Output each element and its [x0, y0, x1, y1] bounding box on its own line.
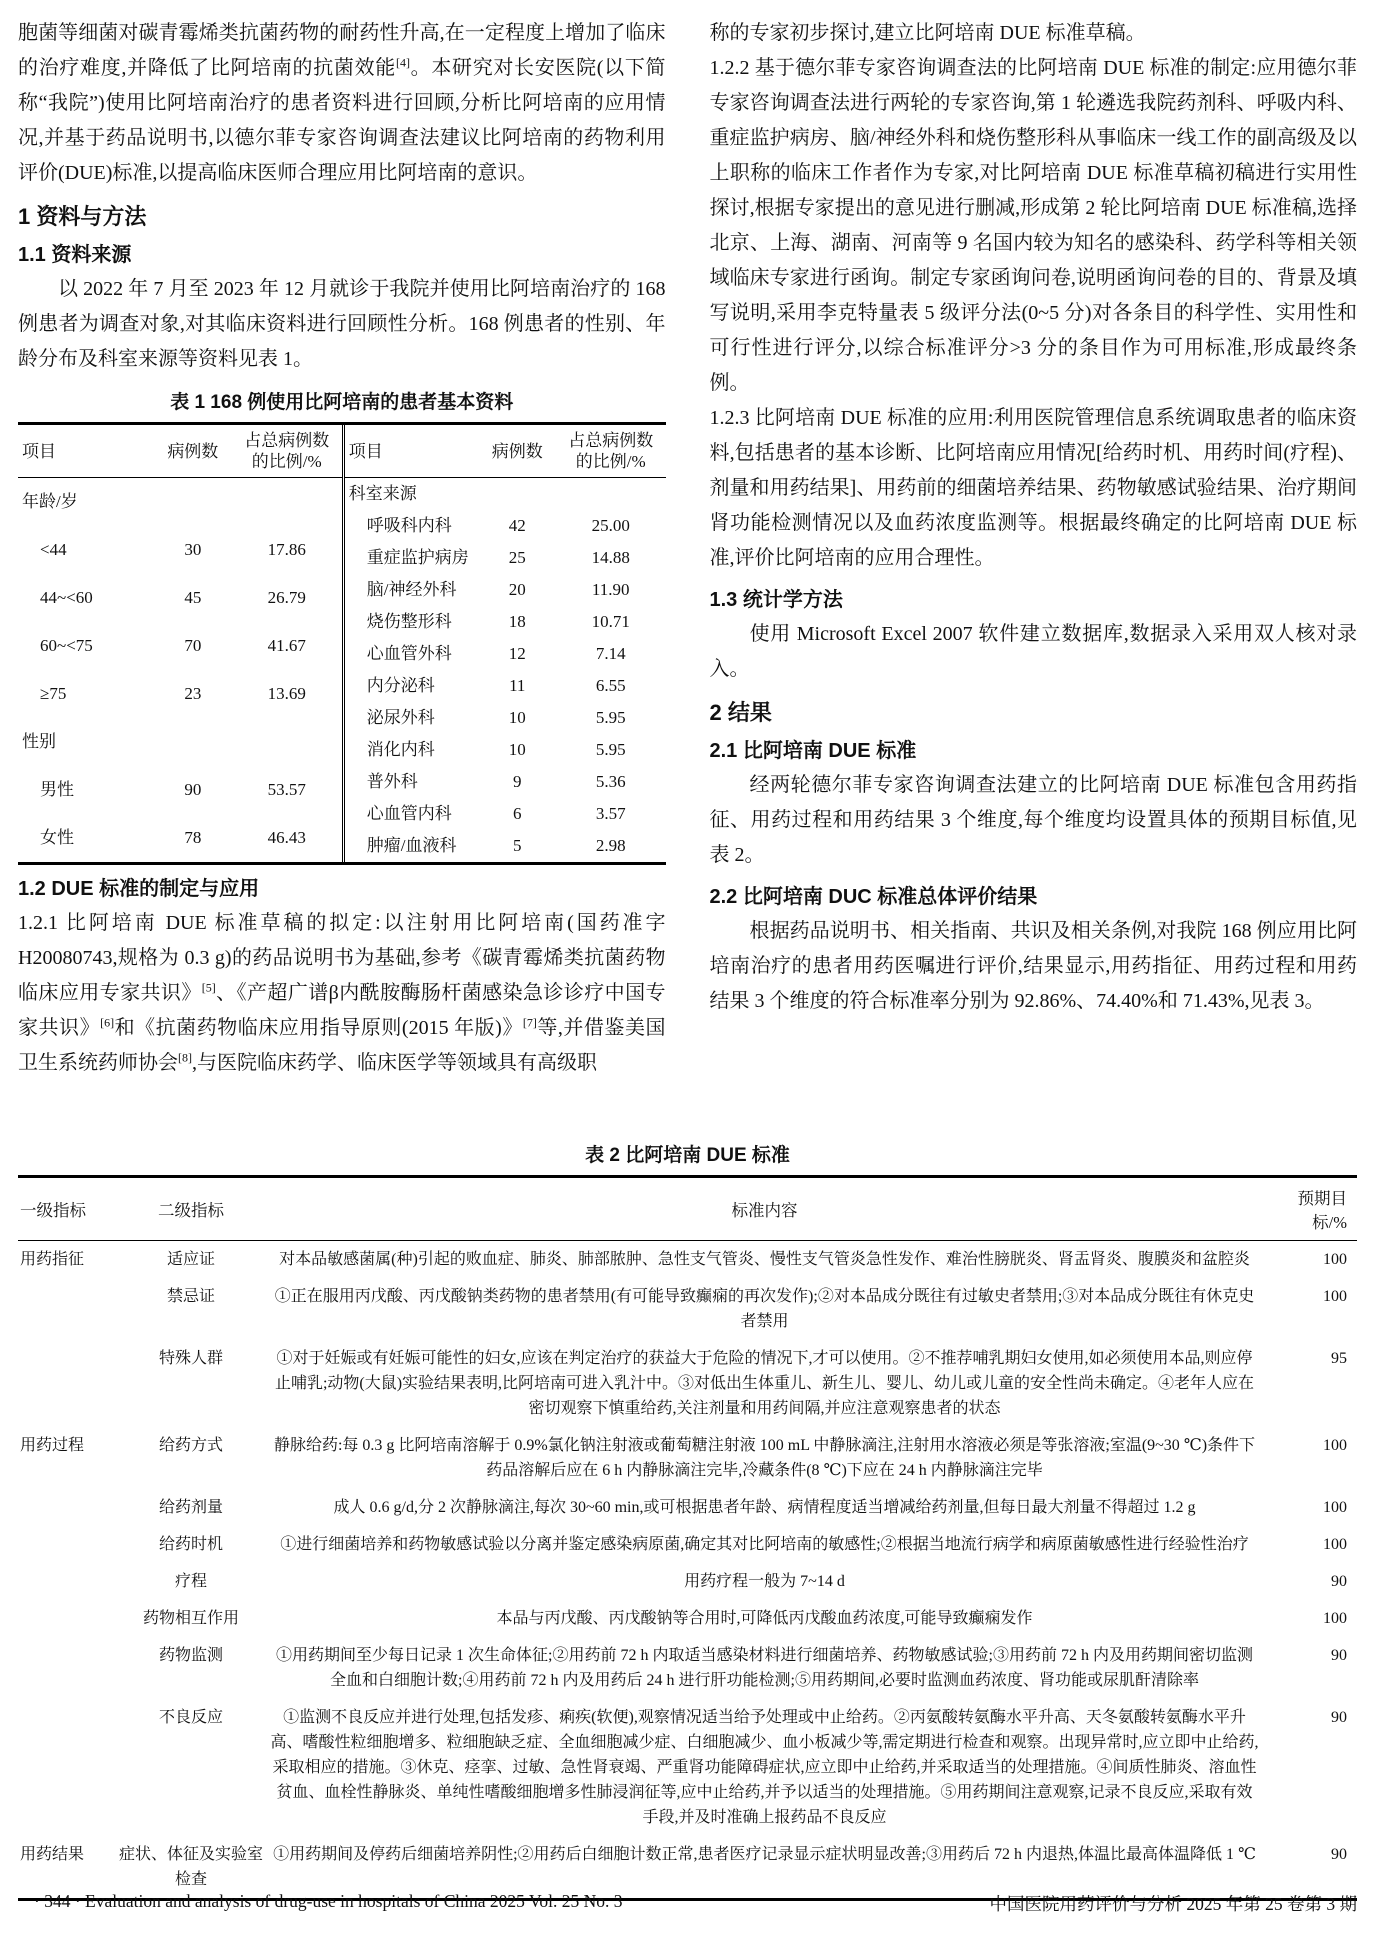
- table-row: 内分泌科 11 6.55: [366, 676, 626, 695]
- table-row: ≥75 23 13.69: [40, 684, 306, 704]
- col-header-cases: 病例数: [154, 425, 232, 478]
- paragraph-1-2-2: 1.2.2 基于德尔菲专家咨询调查法的比阿培南 DUE 标准的制定:应用德尔菲专家咨询调查法进行两轮的专家咨询,第 1 轮遴选我院药剂科、呼吸内科、重症监护病房、脑/神经外科和烧伤整形科从事临床一线工作的副高级及以上职称的临床工作者作为专家,对比阿培南 DUE 标准草稿初稿进行实用性探讨,根据专家提出的意见进行删减,形成第 2 轮比阿培南 DUE 标准稿,选择北京、上海、湖南、河南等 9 名国内较为知名的感染科、药学科等相关领域临床专家进行函询。制定专家函询问卷,说明函询问卷的目的、背景及填写说明,采用李克特量表 5 级评分法(0~5 分)对各条目的科学性、实用性和可行性进行评分,以综合标准评分>3 分的条目作为可用标准,形成最终条例。: [709, 57, 1357, 394]
- heading-due-development: 1.2 DUE 标准的制定与应用: [18, 878, 260, 900]
- table2-section: [0, 1140, 1375, 1901]
- table-row: 男性 90 53.57: [40, 780, 306, 800]
- table-row: 44~<60 45 26.79: [40, 588, 306, 608]
- paragraph-1-2-1: 1.2.1 比阿培南 DUE 标准草稿的拟定:以注射用比阿培南(国药准字 H20080743,规格为 0.3 g)的药品说明书为基础,参考《碳青霉烯类抗菌药物临床应用专家共识》[5]、《产超广谱β内酰胺酶肠杆菌感染急诊诊疗中国专家共识》[6]和《抗菌药物临床应用指导原则(2015 年版)》[7]等,并借鉴美国卫生系统药师协会[8],与医院临床药学、临床医学等领域具有高级职: [18, 912, 666, 1074]
- footer-journal-en: · 344 · Evaluation and analysis of drug-use in hospitals of China 2025 Vol. 25 No. 3: [34, 1891, 623, 1911]
- heading-data-source: 1.1 资料来源: [18, 244, 132, 266]
- table-row: <44 30 17.86: [40, 540, 306, 560]
- paragraph-statistics: 使用 Microsoft Excel 2007 软件建立数据库,数据录入采用双人核对录入。: [709, 623, 1357, 680]
- table-row: 药物监测 ①用药期间至少每日记录 1 次生命体征;②用药前 72 h 内取适当感染材料进行细菌培养、药物敏感试验;③用药前 72 h 内及用药期间密切监测全血和白细胞计数;④用药前 72 h 内及用药后 24 h 进行肝功能检测;⑤用药期间,必要时监测血药浓度、肾功能或尿肌酐清除率 90: [158, 1647, 1347, 1689]
- table-row: 消化内科 10 5.95: [366, 740, 626, 759]
- table-row: 女性 78 46.43: [40, 828, 306, 847]
- table-row: 疗程 用药疗程一般为 7~14 d 90: [174, 1573, 1347, 1590]
- heading-methods: 1 资料与方法: [18, 204, 147, 229]
- heading-due-standard: 2.1 比阿培南 DUE 标准: [709, 740, 917, 762]
- table2: [18, 1175, 1357, 1901]
- heading-results: 2 结果: [709, 700, 772, 725]
- table-row: 60~<75 70 41.67: [40, 636, 306, 656]
- page-footer: [34, 1891, 1357, 1916]
- left-column: [18, 16, 666, 1130]
- table1-header-row: [18, 425, 342, 478]
- table-row: 给药时机 ①进行细菌培养和药物敏感试验以分离并鉴定感染病原菌,确定其对比阿培南的敏感性;②根据当地流行病学和病原菌敏感性进行经验性治疗 100: [158, 1536, 1347, 1553]
- col-header-cases: 病例数: [479, 425, 556, 478]
- table-row: 给药剂量 成人 0.6 g/d,分 2 次静脉滴注,每次 30~60 min,或可根据患者年龄、病情程度适当增减给药剂量,但每日最大剂量不得超过 1.2 g 100: [158, 1499, 1347, 1516]
- table1-right-half: [342, 425, 666, 862]
- table-row: 肿瘤/血液科 5 2.98: [366, 836, 626, 855]
- table-row: 禁忌证 ①正在服用丙戊酸、丙戊酸钠类药物的患者禁用(有可能导致癫痫的再次发作);②对本品成分既往有过敏史者禁用;③对本品成分既往有休克史者禁用 100: [166, 1288, 1347, 1330]
- table-row: 心血管外科 12 7.14: [366, 644, 626, 663]
- table1: [18, 422, 666, 865]
- col-header-percent: 占总病例数 的比例/%: [232, 425, 342, 478]
- paragraph-continuation: 称的专家初步探讨,建立比阿培南 DUE 标准草稿。: [709, 22, 1146, 44]
- col-header-content: 标准内容: [268, 1177, 1261, 1241]
- heading-overall-evaluation: 2.2 比阿培南 DUC 标准总体评价结果: [709, 886, 1038, 908]
- table1-title: 表 1 168 例使用比阿培南的患者基本资料: [170, 392, 514, 413]
- footer-journal-cn: 中国医院用药评价与分析 2025 年第 25 卷第 3 期: [989, 1894, 1357, 1914]
- right-column: [710, 16, 1358, 1130]
- table-row: 泌尿外科 10 5.95: [366, 708, 626, 727]
- table-row: 用药结果 症状、体征及实验室检查 ①用药期间及停药后细菌培养阴性;②用药后白细胞计数正常,患者医疗记录显示症状明显改善;③用药后 72 h 内退热,体温比最高体温降低 1 ℃ 90: [20, 1846, 1347, 1888]
- paragraph-intro: 胞菌等细菌对碳青霉烯类抗菌药物的耐药性升高,在一定程度上增加了临床的治疗难度,并降低了比阿培南的抗菌效能[4]。本研究对长安医院(以下简称“我院”)使用比阿培南治疗的患者资料进行回顾,分析比阿培南的应用情况,并基于药品说明书,以德尔菲专家咨询调查法建议比阿培南的药物利用评价(DUE)标准,以提高临床医师合理应用比阿培南的意识。: [18, 22, 666, 184]
- col-header-level2: 二级指标: [114, 1177, 268, 1241]
- table-row: 年龄/岁: [22, 492, 78, 512]
- table-row: 药物相互作用 本品与丙戊酸、丙戊酸钠等合用时,可降低丙戊酸血药浓度,可能导致癫痫发作 100: [142, 1610, 1347, 1627]
- table-row: 心血管内科 6 3.57: [366, 804, 626, 823]
- table1-header-row: [343, 425, 665, 478]
- table2-title: 表 2 比阿培南 DUE 标准: [585, 1145, 790, 1166]
- paragraph-data-source: 以 2022 年 7 月至 2023 年 12 月就诊于我院并使用比阿培南治疗的 168 例患者为调查对象,对其临床资料进行回顾性分析。168 例患者的性别、年龄分布及科室来源等资料见表 1。: [18, 278, 666, 370]
- paragraph-due-standard: 经两轮德尔菲专家咨询调查法建立的比阿培南 DUE 标准包含用药指征、用药过程和用药结果 3 个维度,每个维度均设置具体的预期目标值,见表 2。: [709, 774, 1357, 866]
- table-row: 用药指征 适应证 对本品敏感菌属(种)引起的败血症、肺炎、肺部脓肿、急性支气管炎、慢性支气管炎急性发作、难治性膀胱炎、肾盂肾炎、腹膜炎和盆腔炎 100: [20, 1251, 1347, 1268]
- table-row: 普外科 9 5.36: [366, 772, 626, 791]
- col-header-item: 项目: [343, 425, 478, 478]
- paragraph-1-2-3: 1.2.3 比阿培南 DUE 标准的应用:利用医院管理信息系统调取患者的临床资料,包括患者的基本诊断、比阿培南应用情况[给药时机、用药时间(疗程)、剂量和用药结果]、用药前的细菌培养结果、药物敏感试验结果、治疗期间肾功能检测情况以及血药浓度监测等。根据最终确定的比阿培南 DUE 标准,评价比阿培南的应用合理性。: [709, 407, 1357, 569]
- table2-header-row: [18, 1177, 1357, 1241]
- table-row: 不良反应 ①监测不良反应并进行处理,包括发疹、痢疾(软便),观察情况适当给予处理或中止给药。②丙氨酸转氨酶水平升高、天冬氨酸转氨酶水平升高、嗜酸性粒细胞增多、粒细胞缺乏症、全血细胞减少症、白细胞减少、血小板减少等,需定期进行检查和观察。出现异常时,应立即中止给药,采取相应的措施。③休克、痉挛、过敏、急性肾衰竭、严重肾功能障碍症状,应立即中止给药,并采取适当的处理措施。④间质性肺炎、溶血性贫血、血栓性静脉炎、单纯性嗜酸细胞增多性肺浸润征等,应中止给药,并予以适当的处理措施。⑤用药期间注意观察,记录不良反应,采取有效手段,并及时准确上报药品不良反应 90: [158, 1709, 1347, 1826]
- col-header-target: 预期目标/%: [1261, 1177, 1357, 1241]
- table-row: 重症监护病房 25 14.88: [366, 548, 630, 567]
- table-row: 脑/神经外科 20 11.90: [366, 580, 630, 599]
- col-header-item: 项目: [18, 425, 154, 478]
- table-row: 特殊人群 ①对于妊娠或有妊娠可能性的妇女,应该在判定治疗的获益大于危险的情况下,才可以使用。②不推荐哺乳期妇女使用,如必须使用本品,则应停止哺乳;动物(大鼠)实验结果表明,比阿培南可进入乳汁中。③对低出生体重儿、新生儿、婴儿、幼儿或儿童的安全性尚未确定。④老年人应在密切观察下慎重给药,关注剂量和用药间隔,并应注意观察患者的状态 95: [158, 1350, 1347, 1417]
- table-row: 呼吸科内科 42 25.00: [366, 516, 630, 535]
- table-row: 科室来源: [348, 484, 417, 503]
- col-header-level1: 一级指标: [18, 1177, 114, 1241]
- table-row: 用药过程 给药方式 静脉给药:每 0.3 g 比阿培南溶解于 0.9%氯化钠注射液或葡萄糖注射液 100 mL 中静脉滴注,注射用水溶液必须是等张溶液;室温(9~30 ℃)条件下药品溶解后应在 6 h 内静脉滴注完毕,冷藏条件(8 ℃)下应在 24 h 内静脉滴注完毕 100: [20, 1437, 1347, 1479]
- table-row: 性别: [22, 732, 56, 752]
- paragraph-overall-evaluation: 根据药品说明书、相关指南、共识及相关条例,对我院 168 例应用比阿培南治疗的患者用药医嘱进行评价,结果显示,用药指征、用药过程和用药结果 3 个维度的符合标准率分别为 92.86%、74.40%和 71.43%,见表 3。: [709, 920, 1357, 1012]
- table-row: 烧伤整形科 18 10.71: [366, 612, 630, 631]
- table1-left-half: [18, 425, 342, 862]
- col-header-percent: 占总病例数 的比例/%: [556, 425, 666, 478]
- heading-statistics: 1.3 统计学方法: [709, 589, 843, 611]
